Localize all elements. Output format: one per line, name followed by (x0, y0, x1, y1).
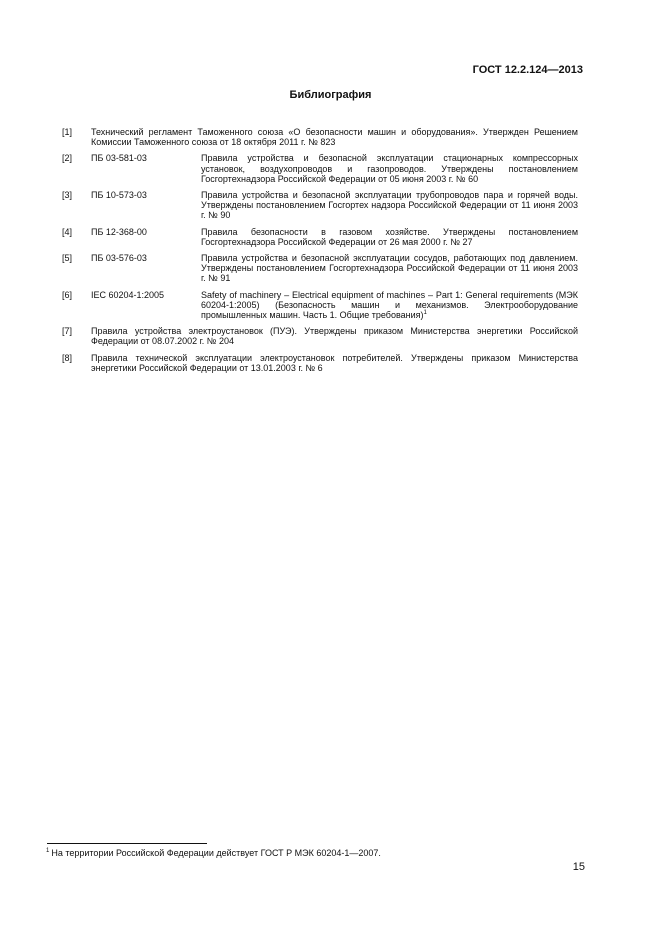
reference-text-container (201, 290, 578, 321)
reference-item (62, 153, 578, 184)
reference-number: [8] (62, 352, 73, 363)
reference-item (62, 290, 578, 321)
reference-code: ПБ 03-576-03 (91, 253, 147, 264)
reference-code: IEC 60204-1:2005 (91, 289, 165, 300)
reference-number: [4] (62, 226, 73, 237)
reference-item (62, 326, 578, 346)
reference-text: Правила устройства электроустановок (ПУЭ). Утверждены приказом Министерства энергетики Российской Федерации от 08.07.2002 г. № 204 (91, 326, 578, 347)
reference-item (62, 127, 578, 147)
standard-code-header: ГОСТ 12.2.124—2013 (472, 64, 583, 76)
footnote-text: На территории Российской Федерации действует ГОСТ Р МЭК 60204-1—2007. (51, 848, 381, 858)
reference-number: [5] (62, 253, 73, 264)
page-title: Библиография (289, 89, 372, 101)
reference-number: [3] (62, 190, 73, 201)
reference-number: [7] (62, 326, 73, 337)
footnote-divider (47, 843, 207, 844)
reference-item (62, 253, 578, 284)
reference-text: Правила устройства и безопасной эксплуатации трубопроводов пара и горячей воды. Утверждены постановлением Госгортех надзора Российской Федерации от 11 июня 2003 г. № 90 (201, 190, 578, 221)
reference-text: Правила устройства и безопасной эксплуатации сосудов, работающих под давлением. Утверждены постановлением Госгортехнадзора Российской Федерации от 11 июня 2003 г. № 91 (201, 253, 578, 284)
footnote-mark: 1 (46, 848, 50, 854)
reference-text: Технический регламент Таможенного союза «О безопасности машин и оборудования». Утвержден Решением Комиссии Таможенного союза от 18 октября 2011 г. № 823 (91, 127, 578, 148)
bibliography-list (62, 127, 578, 379)
reference-item (62, 353, 578, 373)
reference-text: Safety of machinery – Electrical equipment of machines – Part 1: General requirements (МЭК 60204-1:2005) (Безопасность машин и механизмов. Электрооборудование промышленных машин. Часть 1. Общие требования) (201, 289, 578, 321)
reference-item (62, 227, 578, 247)
footnote (46, 848, 381, 858)
reference-text: Правила безопасности в газовом хозяйстве. Утверждены постановлением Госгортехнадзора Российской Федерации от 26 мая 2000 г. № 27 (201, 226, 578, 247)
reference-number: [6] (62, 289, 73, 300)
page-number: 15 (572, 861, 585, 873)
reference-item (62, 190, 578, 221)
footnote-reference-mark: 1 (423, 310, 427, 317)
reference-number: [1] (62, 127, 73, 137)
reference-code: ПБ 03-581-03 (91, 153, 147, 164)
reference-text: Правила устройства и безопасной эксплуатации стационарных компрессорных установок, воздухопроводов и газопроводов. Утверждены постановлением Госгортехнадзора Российской Федерации от 05 июня 2003 г. № 60 (201, 153, 578, 184)
reference-number: [2] (62, 153, 73, 164)
reference-code: ПБ 12-368-00 (91, 226, 147, 237)
reference-text: Правила технической эксплуатации электроустановок потребителей. Утверждены приказом Министерства энергетики Российской Федерации от 13.01.2003 г. № 6 (91, 352, 578, 373)
reference-code: ПБ 10-573-03 (91, 190, 147, 201)
